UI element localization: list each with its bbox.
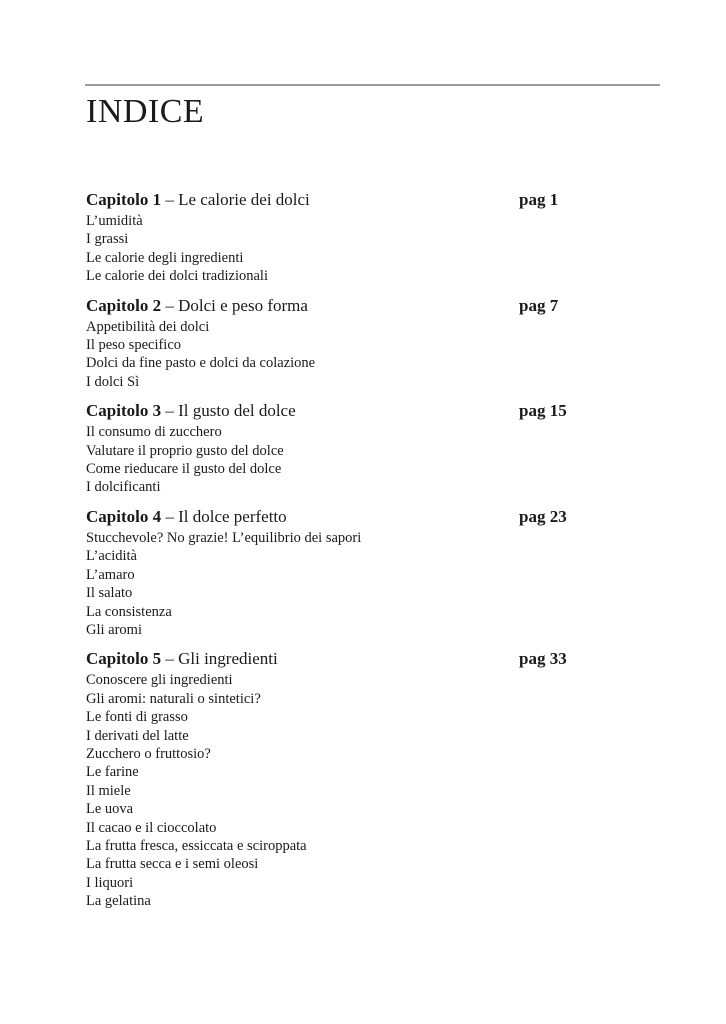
chapter-label: Capitolo 3 (86, 401, 162, 421)
chapter-title: Le calorie dei dolci (178, 190, 310, 209)
section-item: Gli aromi (86, 621, 142, 638)
section-item: La gelatina (86, 893, 151, 910)
section-item: L’acidità (86, 548, 137, 565)
chapter-separator: – (161, 295, 179, 315)
section-item: Appetibilità dei dolci (86, 318, 210, 335)
section-item: I dolci Sì (86, 373, 140, 390)
section-item: Le farine (86, 764, 139, 781)
chapter-separator: – (161, 649, 179, 669)
section-item: Le calorie degli ingredienti (86, 249, 244, 266)
section-item: Le fonti di grasso (86, 709, 188, 726)
section-item: Zucchero o fruttosio? (86, 745, 211, 762)
section-item: Il consumo di zucchero (86, 424, 222, 441)
section-item: Gli aromi: naturali o sintetici? (86, 690, 261, 707)
chapter-separator: – (161, 506, 179, 526)
top-rule (85, 84, 660, 86)
section-item: La consistenza (86, 603, 172, 620)
section-item: I derivati del latte (86, 727, 189, 744)
section-list (86, 529, 606, 639)
section-item: Dolci da fine pasto e dolci da colazione (86, 355, 316, 372)
chapter-header (86, 293, 606, 318)
chapter-2 (86, 293, 606, 392)
table-of-contents (86, 187, 606, 918)
chapter-separator: – (161, 190, 179, 209)
chapter-label: Capitolo 2 (86, 295, 162, 315)
chapter-page-number: pag 7 (519, 295, 559, 315)
section-item: Conoscere gli ingredienti (86, 672, 233, 689)
section-item: Stucchevole? No grazie! L’equilibrio dei sapori (86, 529, 362, 546)
section-item: La frutta secca e i semi oleosi (86, 856, 259, 873)
chapter-title: Gli ingredienti (178, 649, 278, 669)
page-title: INDICE (86, 93, 205, 130)
section-item: I grassi (86, 231, 129, 248)
section-item: Il salato (86, 585, 133, 602)
chapter-page-number: pag 23 (519, 506, 567, 526)
section-item: Valutare il proprio gusto del dolce (86, 442, 284, 459)
chapter-title: Il dolce perfetto (178, 506, 287, 526)
chapter-label: Capitolo 1 (86, 190, 162, 209)
section-item: L’amaro (86, 566, 135, 583)
section-item: I dolcificanti (86, 479, 161, 496)
chapter-4 (86, 504, 606, 639)
section-item: Come rieducare il gusto del dolce (86, 461, 282, 478)
section-item: La frutta fresca, essiccata e sciroppata (86, 837, 307, 854)
chapter-header (86, 187, 606, 212)
section-item: L’umidità (86, 213, 143, 229)
section-item: Il miele (86, 782, 131, 799)
section-item: Il peso specifico (86, 337, 182, 354)
section-list (86, 318, 606, 392)
chapter-title: Dolci e peso forma (178, 295, 308, 315)
chapter-header (86, 504, 606, 529)
chapter-page-number: pag 33 (519, 649, 567, 669)
chapter-header (86, 398, 606, 423)
chapter-5 (86, 646, 606, 910)
chapter-title: Il gusto del dolce (178, 401, 296, 421)
chapter-1 (86, 187, 606, 286)
chapter-label: Capitolo 5 (86, 649, 162, 669)
section-list (86, 671, 606, 910)
chapter-page-number: pag 15 (519, 401, 567, 421)
section-item: Le calorie dei dolci tradizionali (86, 268, 268, 285)
section-item: I liquori (86, 874, 134, 891)
chapter-header (86, 646, 606, 671)
chapter-separator: – (161, 401, 179, 421)
section-list (86, 212, 606, 286)
section-list (86, 423, 606, 497)
section-item: Il cacao e il cioccolato (86, 819, 217, 836)
chapter-label: Capitolo 4 (86, 506, 162, 526)
chapter-page-number: pag 1 (519, 190, 559, 209)
section-item: Le uova (86, 801, 134, 818)
chapter-3 (86, 398, 606, 497)
